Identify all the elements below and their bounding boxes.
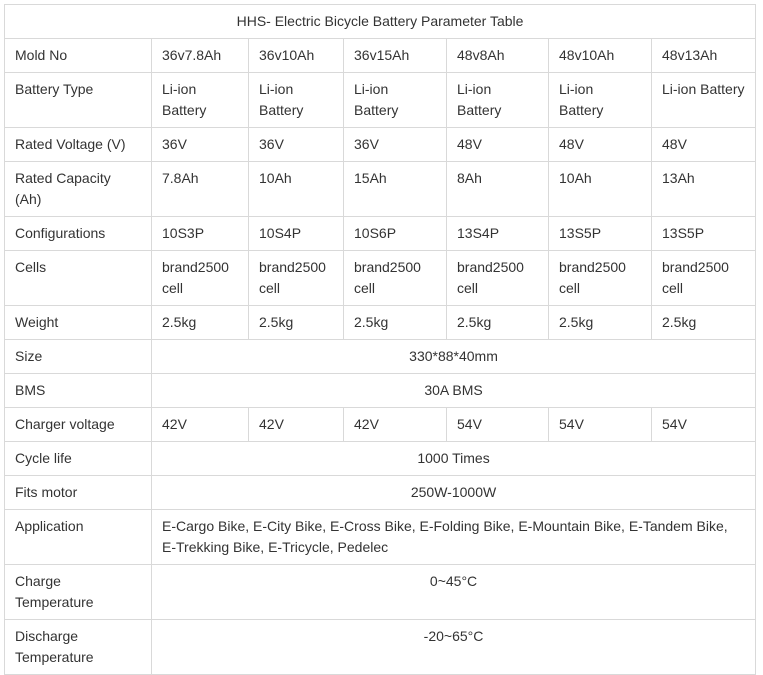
row-label: Cycle life (5, 442, 152, 476)
table-row-battery-type (5, 73, 756, 128)
row-label: Size (5, 340, 152, 374)
table-cell: 48V (549, 128, 652, 162)
table-row-fits-motor (5, 476, 756, 510)
table-cell: 2.5kg (652, 306, 756, 340)
row-label: Charger voltage (5, 408, 152, 442)
table-row-application (5, 510, 756, 565)
table-row-mold-no (5, 39, 756, 73)
table-cell: Li-ion Battery (652, 73, 756, 128)
table-row-bms (5, 374, 756, 408)
table-cell: 54V (549, 408, 652, 442)
row-label: Battery Type (5, 73, 152, 128)
table-cell: Li-ion Battery (344, 73, 447, 128)
table-cell: 48V (447, 128, 549, 162)
table-cell: 48v10Ah (549, 39, 652, 73)
table-cell: 48v8Ah (447, 39, 549, 73)
table-cell: 10Ah (249, 162, 344, 217)
row-label: Rated Voltage (V) (5, 128, 152, 162)
table-row-configurations (5, 217, 756, 251)
table-cell: 13Ah (652, 162, 756, 217)
table-cell: 10S4P (249, 217, 344, 251)
table-cell: brand2500 cell (344, 251, 447, 306)
table-cell: Li-ion Battery (249, 73, 344, 128)
table-row-discharge-temperature (5, 620, 756, 675)
table-cell: 48V (652, 128, 756, 162)
table-row-rated-capacity (5, 162, 756, 217)
table-cell: 2.5kg (447, 306, 549, 340)
table-cell: brand2500 cell (249, 251, 344, 306)
table-cell: 54V (447, 408, 549, 442)
table-cell: 54V (652, 408, 756, 442)
table-row-size (5, 340, 756, 374)
table-cell: 10S6P (344, 217, 447, 251)
table-cell-merged: E-Cargo Bike, E-City Bike, E-Cross Bike, E-Folding Bike, E-Mountain Bike, E-Tandem Bike, E-Trekking Bike, E-Tricycle, Pedelec (152, 510, 756, 565)
table-cell: 36v10Ah (249, 39, 344, 73)
table-cell: brand2500 cell (549, 251, 652, 306)
table-row-cells (5, 251, 756, 306)
table-cell: brand2500 cell (152, 251, 249, 306)
table-cell-merged: 1000 Times (152, 442, 756, 476)
table-cell-merged: 250W-1000W (152, 476, 756, 510)
table-cell: 10Ah (549, 162, 652, 217)
table-cell: 13S4P (447, 217, 549, 251)
table-cell: 2.5kg (152, 306, 249, 340)
table-cell: 36V (249, 128, 344, 162)
table-row-charger-voltage (5, 408, 756, 442)
table-row-rated-voltage (5, 128, 756, 162)
row-label: Mold No (5, 39, 152, 73)
table-cell: 42V (152, 408, 249, 442)
row-label: BMS (5, 374, 152, 408)
table-cell-merged: 30A BMS (152, 374, 756, 408)
row-label: Configurations (5, 217, 152, 251)
table-cell: 42V (344, 408, 447, 442)
table-cell: 36V (344, 128, 447, 162)
row-label: Cells (5, 251, 152, 306)
row-label: Charge Temperature (5, 565, 152, 620)
table-cell: 2.5kg (249, 306, 344, 340)
table-row-weight (5, 306, 756, 340)
table-cell: 2.5kg (344, 306, 447, 340)
table-cell: Li-ion Battery (447, 73, 549, 128)
table-title-row (5, 5, 756, 39)
table-title: HHS- Electric Bicycle Battery Parameter Table (5, 5, 756, 39)
battery-parameter-table (4, 4, 756, 675)
table-cell: 2.5kg (549, 306, 652, 340)
table-cell-merged: 0~45°C (152, 565, 756, 620)
table-cell: 36v15Ah (344, 39, 447, 73)
table-cell: Li-ion Battery (152, 73, 249, 128)
table-cell: 36V (152, 128, 249, 162)
table-cell: Li-ion Battery (549, 73, 652, 128)
table-cell: 13S5P (652, 217, 756, 251)
table-cell: brand2500 cell (652, 251, 756, 306)
table-cell: 15Ah (344, 162, 447, 217)
table-cell: 48v13Ah (652, 39, 756, 73)
table-cell: 42V (249, 408, 344, 442)
table-cell: 13S5P (549, 217, 652, 251)
table-row-charge-temperature (5, 565, 756, 620)
table-cell-merged: 330*88*40mm (152, 340, 756, 374)
row-label: Fits motor (5, 476, 152, 510)
row-label: Weight (5, 306, 152, 340)
table-cell: 36v7.8Ah (152, 39, 249, 73)
table-cell-merged: -20~65°C (152, 620, 756, 675)
table-row-cycle-life (5, 442, 756, 476)
row-label: Application (5, 510, 152, 565)
row-label: Discharge Temperature (5, 620, 152, 675)
table-cell: 8Ah (447, 162, 549, 217)
table-cell: 10S3P (152, 217, 249, 251)
table-cell: 7.8Ah (152, 162, 249, 217)
table-cell: brand2500 cell (447, 251, 549, 306)
row-label: Rated Capacity (Ah) (5, 162, 152, 217)
